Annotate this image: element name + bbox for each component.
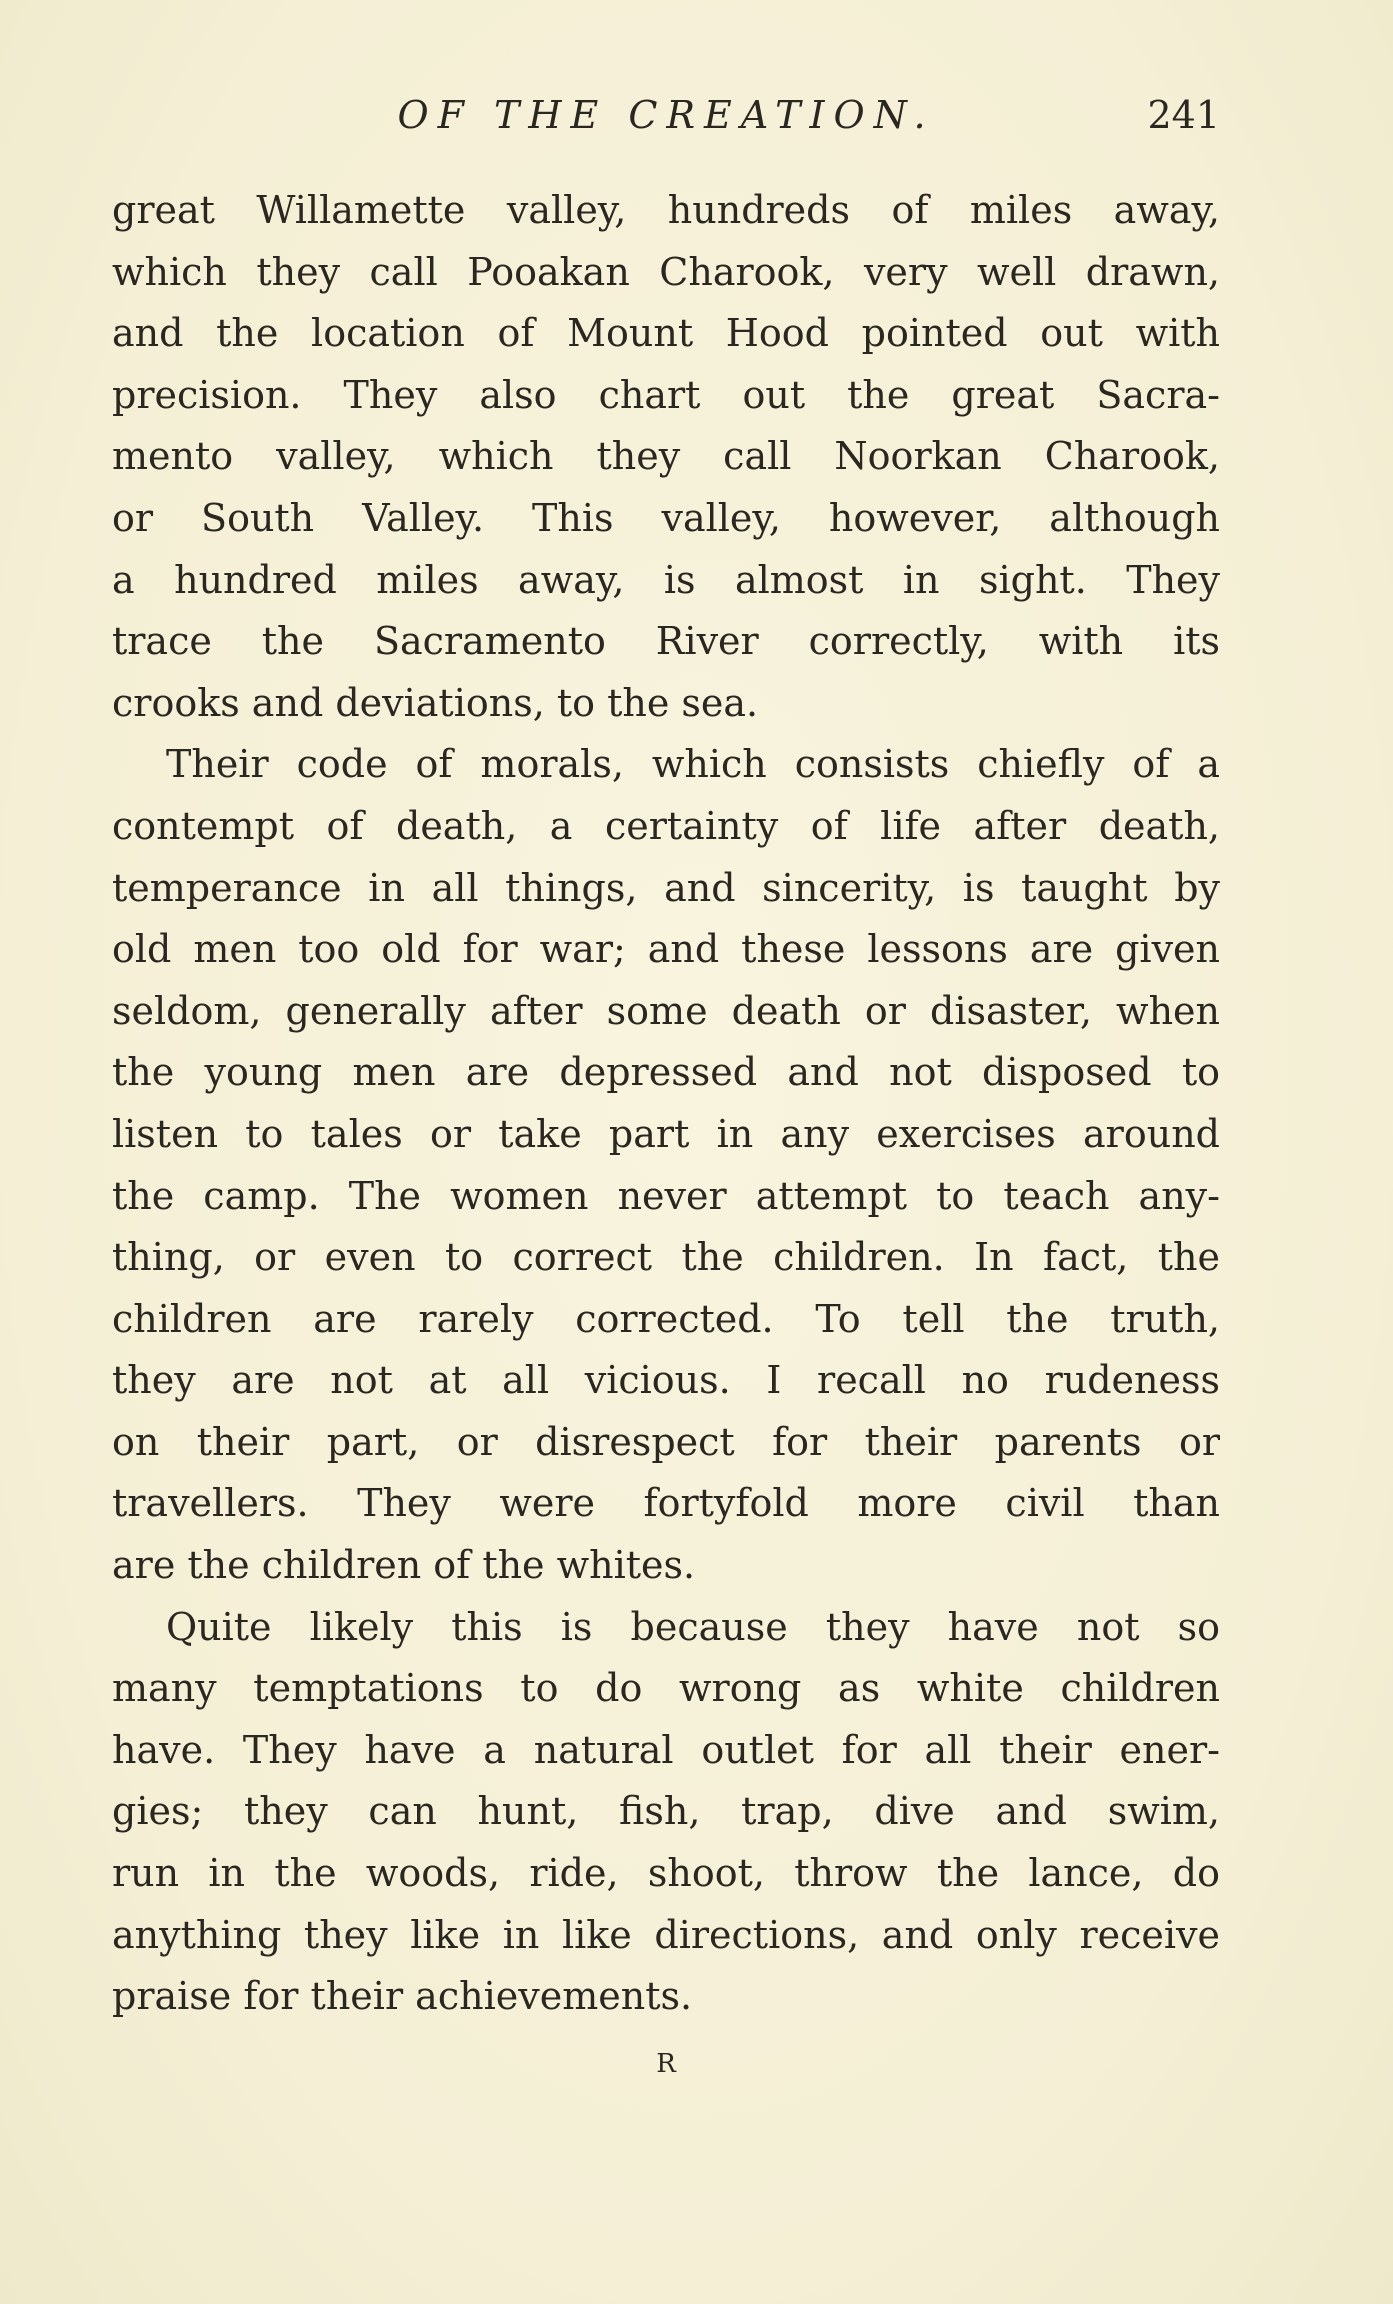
paragraph-1 xyxy=(112,180,1220,734)
text-line: thing, or even to correct the children. In fact, the xyxy=(112,1235,1220,1280)
text-line: precision. They also chart out the great Sacra- xyxy=(112,372,1220,417)
text-line: Quite likely this is because they have not so xyxy=(166,1604,1220,1649)
signature-mark: R xyxy=(656,2049,676,2079)
text-line: old men too old for war; and these lessons are given xyxy=(112,927,1220,972)
text-line: run in the woods, ride, shoot, throw the lance, do xyxy=(112,1851,1220,1896)
page-number: 241 xyxy=(1147,93,1220,137)
text-line: contempt of death, a certainty of life after death, xyxy=(112,803,1220,848)
text-line: temperance in all things, and sincerity, is taught by xyxy=(112,865,1220,910)
text-line: praise for their achievements. xyxy=(112,1974,693,2019)
text-line: mento valley, which they call Noorkan Charook, xyxy=(112,434,1220,479)
text-line: have. They have a natural outlet for all their ener- xyxy=(112,1727,1220,1772)
text-line: listen to tales or take part in any exercises around xyxy=(112,1111,1220,1156)
text-line: are the children of the whites. xyxy=(112,1543,696,1588)
text-line: trace the Sacramento River correctly, with its xyxy=(112,619,1220,664)
paragraph-2 xyxy=(112,734,1220,1596)
text-line: many temptations to do wrong as white children xyxy=(112,1666,1220,1711)
body-text xyxy=(112,180,1220,2028)
text-line: the camp. The women never attempt to teach any- xyxy=(112,1173,1220,1218)
text-line: gies; they can hunt, fish, trap, dive and swim, xyxy=(112,1789,1220,1834)
page-header xyxy=(112,88,1220,142)
text-line: or South Valley. This valley, however, although xyxy=(112,495,1220,540)
text-line: seldom, generally after some death or disaster, when xyxy=(112,988,1220,1033)
text-line: Their code of morals, which consists chiefly of a xyxy=(166,742,1220,787)
text-line: great Willamette valley, hundreds of miles away, xyxy=(112,188,1220,232)
running-head: OF THE CREATION. xyxy=(397,93,935,137)
paragraph-3 xyxy=(112,1597,1220,2028)
text-line: which they call Pooakan Charook, very well drawn, xyxy=(112,249,1220,294)
text-line: on their part, or disrespect for their parents or xyxy=(112,1419,1220,1464)
text-line: and the location of Mount Hood pointed out with xyxy=(112,311,1220,356)
text-line: anything they like in like directions, and only receive xyxy=(112,1912,1220,1957)
text-line: children are rarely corrected. To tell the truth, xyxy=(112,1296,1220,1341)
text-line: crooks and deviations, to the sea. xyxy=(112,680,759,725)
text-line: the young men are depressed and not disposed to xyxy=(112,1050,1220,1095)
text-line: a hundred miles away, is almost in sight. They xyxy=(112,557,1220,602)
text-line: they are not at all vicious. I recall no rudeness xyxy=(112,1358,1220,1403)
text-line: travellers. They were fortyfold more civil than xyxy=(112,1481,1220,1526)
